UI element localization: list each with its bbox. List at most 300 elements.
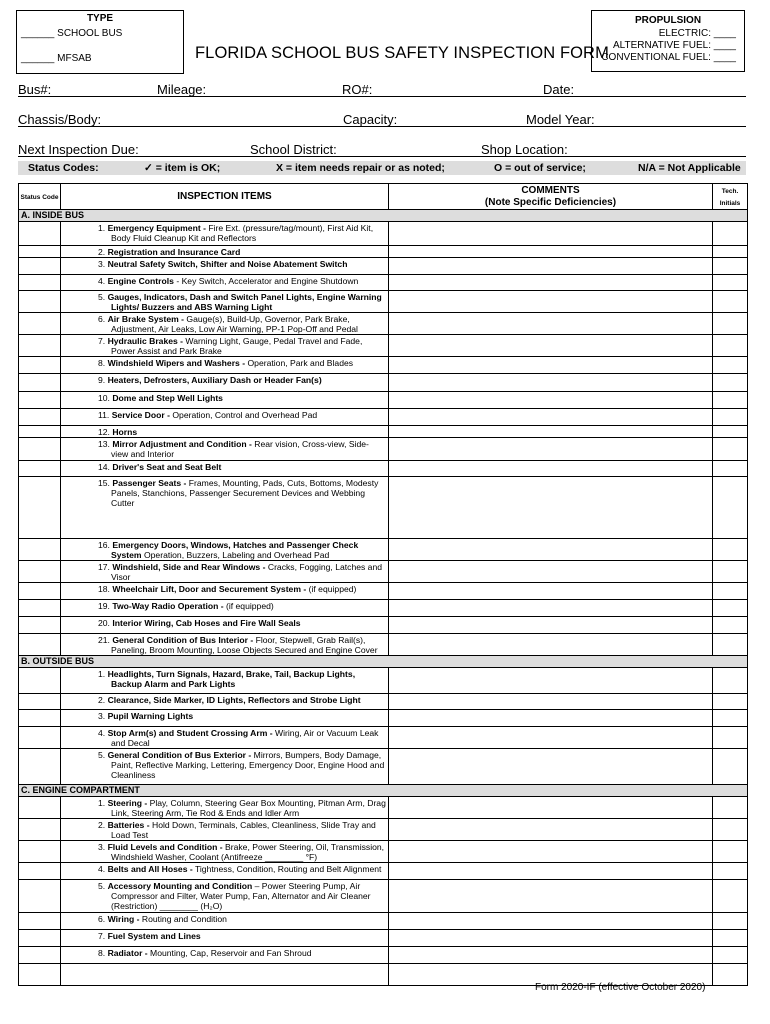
tech-initials-cell[interactable] <box>713 930 748 947</box>
tech-initials-cell[interactable] <box>713 617 748 634</box>
tech-initials-cell[interactable] <box>713 392 748 409</box>
section-title: A. INSIDE BUS <box>19 210 748 222</box>
tech-initials-cell[interactable] <box>713 668 748 694</box>
item-text: Warning Light, Gauge, Pedal Travel and Fade, Power Assist and Park Brake <box>111 336 363 356</box>
status-code-cell[interactable] <box>19 930 61 947</box>
item-text: Cracks, Fogging, Latches and Visor <box>111 562 383 582</box>
type-mfsab[interactable]: ______ MFSAB <box>21 53 92 64</box>
model-year-label: Model Year: <box>526 112 595 127</box>
comments-cell[interactable] <box>389 374 713 392</box>
item-bold-text: Mirror Adjustment and Condition - <box>112 439 252 449</box>
item-number: 9. <box>98 375 106 385</box>
table-row <box>19 841 748 863</box>
status-code-cell[interactable] <box>19 335 61 357</box>
comments-cell[interactable] <box>389 880 713 913</box>
tech-initials-cell[interactable] <box>713 357 748 374</box>
item-bold-text: Air Brake System - <box>107 314 184 324</box>
status-code-cell[interactable] <box>19 374 61 392</box>
item-number: 15. <box>98 478 110 488</box>
status-code-cell[interactable] <box>19 291 61 313</box>
status-code-cell[interactable] <box>19 727 61 749</box>
inspection-item-cell <box>61 461 389 477</box>
tech-initials-cell[interactable] <box>713 438 748 461</box>
inspection-item-cell <box>61 710 389 727</box>
tech-initials-cell[interactable] <box>713 841 748 863</box>
tech-initials-cell[interactable] <box>713 694 748 710</box>
inspection-item-cell <box>61 477 389 539</box>
table-row <box>19 600 748 617</box>
table-row <box>19 561 748 583</box>
table-row <box>19 313 748 335</box>
tech-initials-cell[interactable] <box>713 561 748 583</box>
status-codes-label: Status Codes: <box>28 162 99 174</box>
status-code-cell[interactable] <box>19 583 61 600</box>
status-code-cell[interactable] <box>19 694 61 710</box>
item-number: 5. <box>98 292 106 302</box>
table-row <box>19 880 748 913</box>
tech-initials-cell[interactable] <box>713 313 748 335</box>
section-title: C. ENGINE COMPARTMENT <box>19 785 748 797</box>
comments-cell[interactable] <box>389 539 713 561</box>
status-code-cell[interactable] <box>19 561 61 583</box>
status-code-cell[interactable] <box>19 426 61 438</box>
item-text: Routing and Condition <box>139 914 227 924</box>
blank-cell[interactable] <box>713 964 748 986</box>
comments-cell[interactable] <box>389 438 713 461</box>
section-title: B. OUTSIDE BUS <box>19 656 748 668</box>
item-bold-text: Horns <box>112 427 138 437</box>
table-row <box>19 438 748 461</box>
inspection-item-cell <box>61 617 389 634</box>
item-number: 6. <box>98 314 106 324</box>
item-text: Hold Down, Terminals, Cables, Cleanliness, Slide Tray and Load Test <box>111 820 376 840</box>
item-bold-text: Pupil Warning Lights <box>107 711 194 721</box>
next-inspection-label: Next Inspection Due: <box>18 142 139 157</box>
table-row <box>19 275 748 291</box>
comments-cell[interactable] <box>389 275 713 291</box>
comments-cell[interactable] <box>389 335 713 357</box>
status-code-cell[interactable] <box>19 539 61 561</box>
comments-cell[interactable] <box>389 694 713 710</box>
item-number: 1. <box>98 798 106 808</box>
type-title: TYPE <box>86 13 114 24</box>
status-code-cell[interactable] <box>19 617 61 634</box>
table-row <box>19 374 748 392</box>
tech-initials-cell[interactable] <box>713 374 748 392</box>
comments-cell[interactable] <box>389 313 713 335</box>
capacity-label: Capacity: <box>343 112 398 127</box>
status-code-cell[interactable] <box>19 409 61 426</box>
status-code-cell[interactable] <box>19 797 61 819</box>
date-label: Date: <box>543 82 575 97</box>
inspection-item-cell <box>61 583 389 600</box>
status-code-cell[interactable] <box>19 668 61 694</box>
comments-cell[interactable] <box>389 947 713 964</box>
item-bold-text: Registration and Insurance Card <box>107 247 241 257</box>
item-bold-text: Windshield Wipers and Washers - <box>107 358 246 368</box>
status-code-header: Status Code <box>19 184 61 210</box>
table-row <box>19 634 748 656</box>
comments-cell[interactable] <box>389 727 713 749</box>
table-row <box>19 583 748 600</box>
table-row <box>19 710 748 727</box>
item-bold-text: Wiring - <box>107 914 140 924</box>
item-bold-text: Interior Wiring, Cab Hoses and Fire Wall Seals <box>112 618 301 628</box>
comments-cell[interactable] <box>389 930 713 947</box>
item-bold-text: Wheelchair Lift, Door and Securement System - <box>112 584 307 594</box>
inspection-item-cell <box>61 438 389 461</box>
status-code-cell[interactable] <box>19 600 61 617</box>
item-number: 6. <box>98 914 106 924</box>
comments-cell[interactable] <box>389 819 713 841</box>
inspection-item-cell <box>61 727 389 749</box>
tech-initials-cell[interactable] <box>713 222 748 246</box>
tech-initials-cell[interactable] <box>713 913 748 930</box>
item-bold-text: Emergency Equipment - <box>107 223 206 233</box>
shop-location-label: Shop Location: <box>481 142 568 157</box>
item-number: 4. <box>98 864 106 874</box>
item-bold-text: General Condition of Bus Interior - <box>112 635 254 645</box>
table-row <box>19 727 748 749</box>
tech-initials-cell[interactable] <box>713 710 748 727</box>
status-code-cell[interactable] <box>19 392 61 409</box>
inspection-item-cell <box>61 863 389 880</box>
table-row <box>19 930 748 947</box>
item-number: 12. <box>98 427 110 437</box>
comments-cell[interactable] <box>389 634 713 656</box>
inspection-item-cell <box>61 275 389 291</box>
item-number: 7. <box>98 931 106 941</box>
status-code-cell[interactable] <box>19 947 61 964</box>
comments-cell[interactable] <box>389 668 713 694</box>
comments-header <box>389 184 713 210</box>
inspection-item-cell <box>61 947 389 964</box>
comments-cell[interactable] <box>389 710 713 727</box>
tech-initials-cell[interactable] <box>713 863 748 880</box>
item-number: 13. <box>98 439 110 449</box>
item-number: 8. <box>98 948 106 958</box>
status-code-cell[interactable] <box>19 258 61 275</box>
inspection-item-cell <box>61 913 389 930</box>
inspection-item-cell <box>61 409 389 426</box>
status-code-cell[interactable] <box>19 313 61 335</box>
comments-note: (Note Specific Deficiencies) <box>484 196 617 208</box>
inspection-item-cell <box>61 258 389 275</box>
item-bold-text: Two-Way Radio Operation - <box>112 601 224 611</box>
status-code-cell[interactable] <box>19 438 61 461</box>
item-number: 16. <box>98 540 110 550</box>
table-row <box>19 913 748 930</box>
type-school-bus[interactable]: ______ SCHOOL BUS <box>21 28 123 39</box>
table-row <box>19 246 748 258</box>
item-number: 17. <box>98 562 110 572</box>
table-row <box>19 668 748 694</box>
inspection-item-cell <box>61 600 389 617</box>
item-number: 19. <box>98 601 110 611</box>
blank-cell[interactable] <box>61 964 389 986</box>
row1-line[interactable] <box>18 96 746 97</box>
tech-initials-cell[interactable] <box>713 819 748 841</box>
table-row <box>19 797 748 819</box>
comments-cell[interactable] <box>389 291 713 313</box>
tech-initials-cell[interactable] <box>713 409 748 426</box>
item-bold-text: Neutral Safety Switch, Shifter and Noise Abatement Switch <box>107 259 348 269</box>
item-bold-text: Dome and Step Well Lights <box>112 393 223 403</box>
item-number: 11. <box>98 410 110 420</box>
table-row <box>19 947 748 964</box>
item-bold-text: General Condition of Bus Exterior - <box>107 750 252 760</box>
item-bold-text: Hydraulic Brakes - <box>107 336 184 346</box>
tech-initials-cell[interactable] <box>713 749 748 785</box>
section-row <box>19 656 748 668</box>
type-box <box>16 10 184 74</box>
inspection-item-cell <box>61 335 389 357</box>
status-code-cell[interactable] <box>19 477 61 539</box>
form-title: FLORIDA SCHOOL BUS SAFETY INSPECTION FORM <box>195 44 609 62</box>
tech-initials-cell[interactable] <box>713 275 748 291</box>
item-text: Tightness, Condition, Routing and Belt Alignment <box>192 864 382 874</box>
item-bold-text: Engine Controls <box>107 276 174 286</box>
mileage-label: Mileage: <box>157 82 207 97</box>
inspection-item-cell <box>61 749 389 785</box>
table-row <box>19 694 748 710</box>
comments-cell[interactable] <box>389 409 713 426</box>
item-bold-text: Passenger Seats - <box>112 478 187 488</box>
item-bold-text: Fluid Levels and Condition - <box>107 842 223 852</box>
propulsion-conventional[interactable]: CONVENTIONAL FUEL: ____ <box>601 52 736 63</box>
section-row <box>19 210 748 222</box>
item-bold-text: Fuel System and Lines <box>107 931 201 941</box>
comments-cell[interactable] <box>389 357 713 374</box>
comments-cell[interactable] <box>389 600 713 617</box>
item-text: Gauge(s), Build-Up, Governor, Park Brake, Adjustment, Air Leaks, Low Air Warning, PP-1 Pop-Off and Pedal <box>111 314 358 334</box>
status-ok: ✓ = item is OK; <box>144 162 221 174</box>
status-x: X = item needs repair or as noted; <box>276 162 445 174</box>
inspection-items-header: INSPECTION ITEMS <box>61 184 389 210</box>
item-text: Floor, Stepwell, Grab Rail(s), Paneling, Broom Mounting, Loose Objects Secured and Engine Cover <box>111 635 378 655</box>
status-code-cell[interactable] <box>19 634 61 656</box>
inspection-item-cell <box>61 539 389 561</box>
item-text: Operation, Control and Overhead Pad <box>169 410 318 420</box>
tech-initials-cell[interactable] <box>713 426 748 438</box>
inspection-item-cell <box>61 797 389 819</box>
comments-cell[interactable] <box>389 561 713 583</box>
table-row <box>19 539 748 561</box>
section-row <box>19 785 748 797</box>
inspection-item-cell <box>61 357 389 374</box>
inspection-item-cell <box>61 246 389 258</box>
comments-cell[interactable] <box>389 258 713 275</box>
item-bold-text: Emergency Doors, Windows, Hatches and Passenger Check System <box>111 540 359 560</box>
inspection-table <box>18 183 748 986</box>
inspection-item-cell <box>61 426 389 438</box>
item-number: 3. <box>98 711 106 721</box>
status-code-cell[interactable] <box>19 710 61 727</box>
status-code-cell[interactable] <box>19 819 61 841</box>
item-bold-text: Steering - <box>107 798 148 808</box>
item-bold-text: Clearance, Side Marker, ID Lights, Reflectors and Strobe Light <box>107 695 361 705</box>
table-row <box>19 335 748 357</box>
row3-line[interactable] <box>18 156 746 157</box>
table-row <box>19 222 748 246</box>
tech-initials-cell[interactable] <box>713 461 748 477</box>
inspection-item-cell <box>61 634 389 656</box>
item-number: 5. <box>98 881 106 891</box>
chassis-label: Chassis/Body: <box>18 112 102 127</box>
item-text: – Power Steering Pump, Air Compressor and Filter, Water Pump, Fan, Alternator and Air Cleaner (Restriction) ________ (H₂O) <box>111 881 371 911</box>
inspection-item-cell <box>61 291 389 313</box>
status-codes-bar <box>18 161 746 175</box>
item-bold-text: Gauges, Indicators, Dash and Switch Panel Lights, Engine Warning Lights/ Buzzers and ABS Warning Light <box>107 292 382 312</box>
tech-initials-cell[interactable] <box>713 947 748 964</box>
comments-cell[interactable] <box>389 583 713 600</box>
tech-initials-cell[interactable] <box>713 797 748 819</box>
item-bold-text: Batteries - <box>107 820 150 830</box>
ro-label: RO#: <box>342 82 373 97</box>
status-code-cell[interactable] <box>19 246 61 258</box>
tech-initials-cell[interactable] <box>713 539 748 561</box>
comments-cell[interactable] <box>389 222 713 246</box>
item-number: 20. <box>98 618 110 628</box>
table-row <box>19 426 748 438</box>
item-number: 4. <box>98 728 106 738</box>
tech-initials-cell[interactable] <box>713 246 748 258</box>
status-code-cell[interactable] <box>19 357 61 374</box>
comments-cell[interactable] <box>389 863 713 880</box>
comments-cell[interactable] <box>389 392 713 409</box>
item-number: 4. <box>98 276 106 286</box>
item-text: (if equipped) <box>306 584 357 594</box>
item-bold-text: Heaters, Defrosters, Auxiliary Dash or Header Fan(s) <box>107 375 322 385</box>
comments-title: COMMENTS <box>521 184 580 196</box>
inspection-item-cell <box>61 930 389 947</box>
inspection-item-cell <box>61 819 389 841</box>
school-district-label: School District: <box>250 142 337 157</box>
propulsion-electric[interactable]: ELECTRIC: ____ <box>658 28 736 39</box>
tech-initials-cell[interactable] <box>713 880 748 913</box>
bus-label: Bus#: <box>18 82 52 97</box>
tech-initials-cell[interactable] <box>713 477 748 539</box>
item-bold-text: Radiator - <box>107 948 148 958</box>
tech-initials-header: Tech. Initials <box>713 184 748 210</box>
item-text: Fire Ext. (pressure/tag/mount), First Aid Kit, Body Fluid Cleanup Kit and Reflectors <box>111 223 374 243</box>
status-o: O = out of service; <box>494 162 586 174</box>
item-bold-text: Belts and All Hoses - <box>107 864 193 874</box>
table-row <box>19 291 748 313</box>
item-number: 3. <box>98 842 106 852</box>
status-code-cell[interactable] <box>19 222 61 246</box>
item-number: 14. <box>98 462 110 472</box>
tech-initials-cell[interactable] <box>713 258 748 275</box>
item-number: 2. <box>98 820 106 830</box>
table-row <box>19 392 748 409</box>
status-code-cell[interactable] <box>19 841 61 863</box>
tech-initials-cell[interactable] <box>713 335 748 357</box>
inspection-item-cell <box>61 668 389 694</box>
inspection-item-cell <box>61 392 389 409</box>
row2-line[interactable] <box>18 126 746 127</box>
blank-cell[interactable] <box>19 964 61 986</box>
inspection-item-cell <box>61 694 389 710</box>
table-row <box>19 617 748 634</box>
comments-cell[interactable] <box>389 426 713 438</box>
inspection-item-cell <box>61 222 389 246</box>
propulsion-box <box>591 10 745 72</box>
form-footer: Form 2020-IF (effective October 2020) <box>535 982 706 993</box>
item-number: 18. <box>98 584 110 594</box>
item-text: Mounting, Cap, Reservoir and Fan Shroud <box>147 948 312 958</box>
table-row <box>19 258 748 275</box>
item-bold-text: Windshield, Side and Rear Windows - <box>112 562 266 572</box>
table-row <box>19 477 748 539</box>
table-row <box>19 819 748 841</box>
item-bold-text: Headlights, Turn Signals, Hazard, Brake, Tail, Backup Lights, Backup Alarm and Park Lights <box>107 669 356 689</box>
status-code-cell[interactable] <box>19 880 61 913</box>
item-number: 1. <box>98 223 106 233</box>
status-code-cell[interactable] <box>19 461 61 477</box>
tech-initials-cell[interactable] <box>713 727 748 749</box>
item-bold-text: Stop Arm(s) and Student Crossing Arm - <box>107 728 273 738</box>
item-text: (if equipped) <box>223 601 274 611</box>
table-row <box>19 409 748 426</box>
inspection-item-cell <box>61 561 389 583</box>
item-text: Operation, Buzzers, Labeling and Overhead Pad <box>141 550 330 560</box>
item-number: 5. <box>98 750 106 760</box>
comments-cell[interactable] <box>389 617 713 634</box>
status-na: N/A = Not Applicable <box>638 162 741 174</box>
inspection-item-cell <box>61 313 389 335</box>
comments-cell[interactable] <box>389 461 713 477</box>
item-number: 1. <box>98 669 106 679</box>
comments-cell[interactable] <box>389 913 713 930</box>
status-code-cell[interactable] <box>19 863 61 880</box>
inspection-item-cell <box>61 880 389 913</box>
table-row <box>19 357 748 374</box>
item-bold-text: Driver's Seat and Seat Belt <box>112 462 222 472</box>
inspection-item-cell <box>61 841 389 863</box>
item-number: 7. <box>98 336 106 346</box>
item-text: Brake, Power Steering, Oil, Transmission, Windshield Washer, Coolant (Antifreeze ________ °F) <box>111 842 385 862</box>
comments-cell[interactable] <box>389 749 713 785</box>
item-text: Wiring, Air or Vacuum Leak and Decal <box>111 728 379 748</box>
item-text: Play, Column, Steering Gear Box Mounting, Pitman Arm, Drag Link, Steering Arm, Tie Rod & Ends and Idler Arm <box>111 798 386 818</box>
item-number: 8. <box>98 358 106 368</box>
item-text: - Key Switch, Accelerator and Engine Shutdown <box>173 276 359 286</box>
propulsion-alternative[interactable]: ALTERNATIVE FUEL: ____ <box>612 40 736 51</box>
comments-cell[interactable] <box>389 797 713 819</box>
table-row <box>19 461 748 477</box>
table-row <box>19 863 748 880</box>
tech-initials-cell[interactable] <box>713 600 748 617</box>
item-number: 10. <box>98 393 110 403</box>
item-number: 21. <box>98 635 110 645</box>
comments-cell[interactable] <box>389 841 713 863</box>
status-code-cell[interactable] <box>19 913 61 930</box>
item-number: 2. <box>98 695 106 705</box>
item-text: Operation, Park and Blades <box>245 358 354 368</box>
status-code-cell[interactable] <box>19 749 61 785</box>
item-number: 3. <box>98 259 106 269</box>
status-code-cell[interactable] <box>19 275 61 291</box>
item-text: Frames, Mounting, Pads, Cuts, Bottoms, Modesty Panels, Stanchions, Passenger Securement Devices and Webbing Cutter <box>111 478 379 508</box>
tech-initials-cell[interactable] <box>713 583 748 600</box>
comments-cell[interactable] <box>389 246 713 258</box>
comments-cell[interactable] <box>389 477 713 539</box>
tech-initials-cell[interactable] <box>713 291 748 313</box>
table-row <box>19 749 748 785</box>
tech-initials-cell[interactable] <box>713 634 748 656</box>
item-bold-text: Service Door - <box>111 410 170 420</box>
